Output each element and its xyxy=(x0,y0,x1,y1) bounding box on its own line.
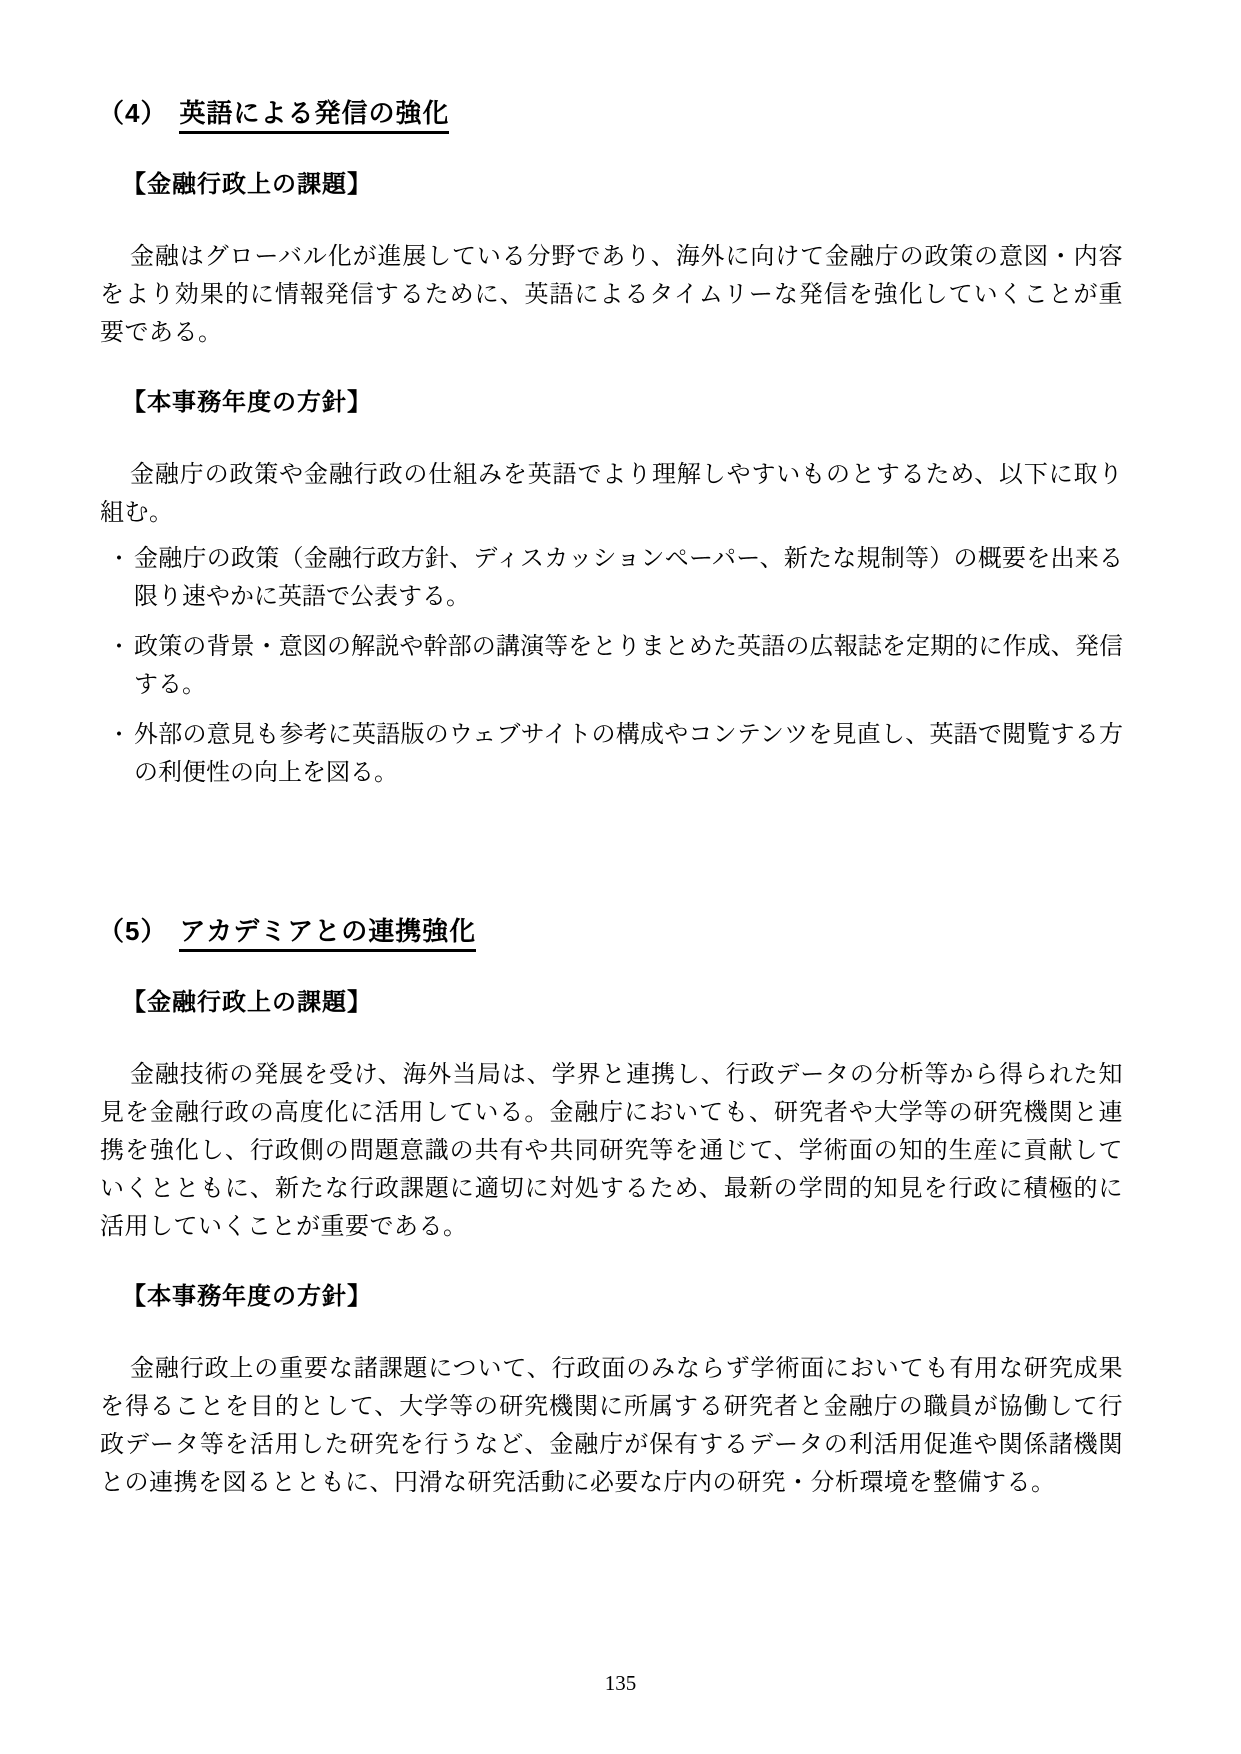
page-footer xyxy=(0,1671,1241,1696)
section-5-title: アカデミアとの連携強化 xyxy=(179,916,476,952)
section-4-number: （4） xyxy=(98,98,168,128)
bullet-marker: ・ xyxy=(108,634,131,659)
section-5-policy-heading: 【本事務年度の方針】 xyxy=(122,1283,372,1310)
section-5-challenge-paragraph: 金融技術の発展を受け、海外当局は、学界と連携し、行政データの分析等から得られた知見を金融行政の高度化に活用している。金融庁においても、研究者や大学等の研究機関と連携を強化し、行政側の問題意識の共有や共同研究等を通じて、学術面の知的生産に貢献していくとともに、新たな行政課題に適切に対処するため、最新の学問的知見を行政に積極的に活用していくことが重要である。 xyxy=(100,1061,1123,1240)
section-5-challenge-heading: 【金融行政上の課題】 xyxy=(122,989,372,1016)
page-number: 135 xyxy=(604,1671,637,1695)
section-4-title: 英語による発信の強化 xyxy=(179,98,449,134)
section-4-heading xyxy=(98,96,1123,130)
section-4-policy-heading: 【本事務年度の方針】 xyxy=(122,389,372,416)
section-4-challenge-heading: 【金融行政上の課題】 xyxy=(122,171,372,198)
section-4-policy-paragraph: 金融庁の政策や金融行政の仕組みを英語でより理解しやすいものとするため、以下に取り組む。 xyxy=(100,461,1123,526)
bullet-item xyxy=(100,716,1123,792)
bullet-text: 金融庁の政策（金融行政方針、ディスカッションペーパー、新たな規制等）の概要を出来る限り速やかに英語で公表する。 xyxy=(134,545,1123,610)
bullet-item xyxy=(100,628,1123,704)
bullet-item xyxy=(100,540,1123,616)
section-5 xyxy=(98,914,1123,1502)
section-4 xyxy=(98,96,1123,792)
bullet-text: 外部の意見も参考に英語版のウェブサイトの構成やコンテンツを見直し、英語で閲覧する方の利便性の向上を図る。 xyxy=(134,721,1123,786)
section-4-bullet-list xyxy=(100,540,1123,792)
bullet-marker: ・ xyxy=(108,722,131,747)
bullet-text: 政策の背景・意図の解説や幹部の講演等をとりまとめた英語の広報誌を定期的に作成、発信する。 xyxy=(134,633,1123,698)
section-5-number: （5） xyxy=(98,916,168,946)
section-4-challenge-paragraph: 金融はグローバル化が進展している分野であり、海外に向けて金融庁の政策の意図・内容をより効果的に情報発信するために、英語によるタイムリーな発信を強化していくことが重要である。 xyxy=(100,243,1123,346)
section-5-policy-paragraph: 金融行政上の重要な諸課題について、行政面のみならず学術面においても有用な研究成果を得ることを目的として、大学等の研究機関に所属する研究者と金融庁の職員が協働して行政データ等を活用した研究を行うなど、金融庁が保有するデータの利活用促進や関係諸機関との連携を図るとともに、円滑な研究活動に必要な庁内の研究・分析環境を整備する。 xyxy=(100,1355,1123,1496)
bullet-marker: ・ xyxy=(108,546,131,571)
section-5-heading xyxy=(98,914,1123,948)
